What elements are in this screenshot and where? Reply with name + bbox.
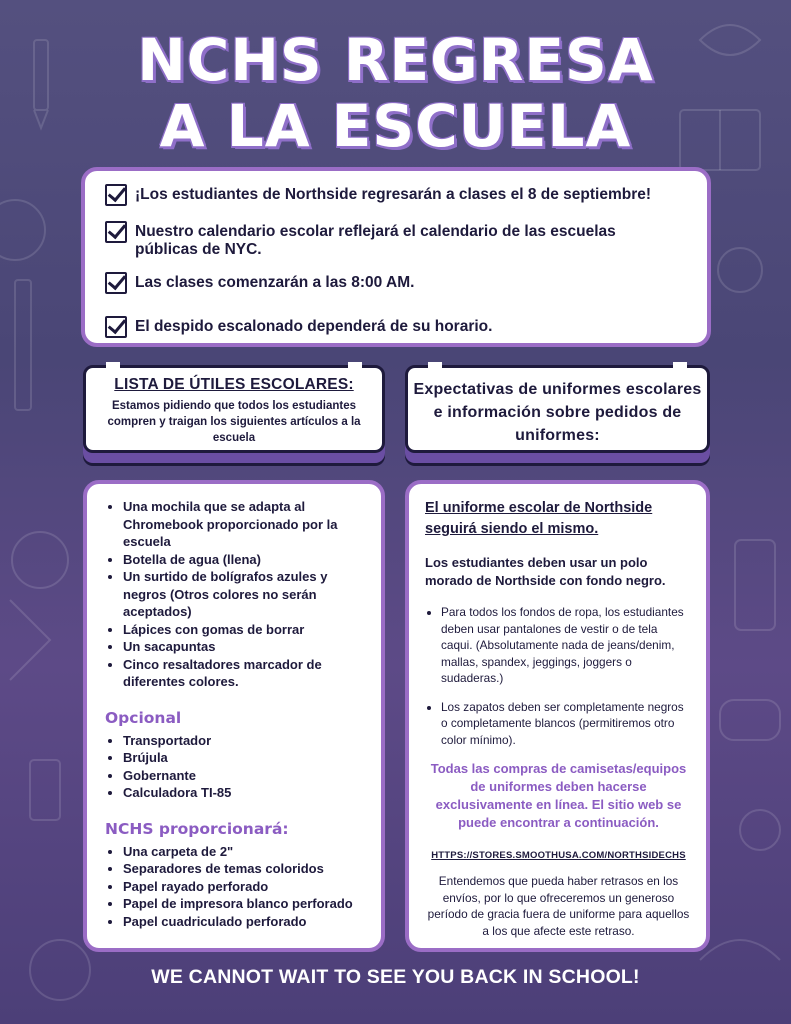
list-item: • Una mochila que se adapta al Chromebook proporcionado por la escuela [123,498,367,551]
uniform-card [405,480,710,952]
announcement-text: Las clases comenzarán a las 8:00 AM. [135,274,415,291]
announcement-item [105,271,414,294]
announcement-item [105,183,651,206]
tab-notch [348,362,362,368]
list-item: • Un surtido de bolígrafos azules y negros (Otros colores no serán aceptados) [123,568,367,621]
checkbox-checked-icon [105,221,127,243]
supplies-list [105,498,367,691]
list-item: • Lápices con gomas de borrar [123,621,367,639]
list-item: • Separadores de temas coloridos [123,860,367,878]
tab-notch [673,362,687,368]
checkbox-checked-icon [105,316,127,338]
uniform-intro: Los estudiantes deben usar un polo morado de Northside con fondo negro. [425,555,666,588]
list-item: • Cinco resaltadores marcador de diferentes colores. [123,656,367,691]
tab-notch [106,362,120,368]
checkbox-checked-icon [105,184,127,206]
uniform-rules [425,604,692,748]
page-title-line-2: A LA ESCUELA [159,92,632,160]
provided-heading: NCHS proporcionará: [105,819,289,838]
list-item: • Transportador [123,732,367,750]
announcement-item [105,315,492,338]
optional-heading: Opcional [105,708,182,727]
checkbox-checked-icon [105,272,127,294]
announcement-text: ¡Los estudiantes de Northside regresarán a clases el 8 de septiembre! [135,186,652,203]
uniform-heading: El uniforme escolar de Northside seguirá siendo el mismo. [425,500,653,537]
page-title-line-1: NCHS REGRESA [137,26,654,94]
provided-list [105,843,367,931]
announcement-text: Nuestro calendario escolar reflejará el calendario de las escuelas públicas de NYC. [135,223,616,258]
list-item: • Una carpeta de 2" [123,843,367,861]
list-item: • Gobernante [123,767,367,785]
list-item: • Botella de agua (llena) [123,551,367,569]
list-item: • Calculadora TI-85 [123,784,367,802]
supplies-header [83,365,385,453]
uniform-title: Expectativas de uniformes escolares e información sobre pedidos de uniformes: [413,381,702,444]
supplies-subtitle: Estamos pidiendo que todos los estudiantes compren y traigan los siguientes artículos a la escuela [107,400,361,444]
announcement-item [105,220,665,259]
supplies-card [83,480,385,952]
footer-message: WE CANNOT WAIT TO SEE YOU BACK IN SCHOOL! [151,966,640,988]
announcement-text: El despido escalonado dependerá de su horario. [135,318,493,335]
tab-notch [428,362,442,368]
announcements-card [81,167,711,347]
supplies-title: LISTA DE ÚTILES ESCOLARES: [114,376,354,393]
uniform-header [405,365,710,453]
shipping-note: Entendemos que pueda haber retrasos en los envíos, por lo que ofreceremos un generoso período de gracia fuera de uniforme para aquellos a los que afecte este retraso. [427,874,690,938]
list-item: • Papel de impresora blanco perforado [123,895,367,913]
list-item: • Los zapatos deben ser completamente negros o completamente blancos (permitiremos otro color mínimo). [441,699,692,749]
purchase-note: Todas las compras de camisetas/equipos de uniformes deben hacerse exclusivamente en línea. El sitio web se puede encontrar a continuación. [430,761,687,830]
optional-list [105,732,367,802]
list-item: • Para todos los fondos de ropa, los estudiantes deben usar pantalones de vestir o de tela caqui. (Absolutamente nada de jeans/denim, mallas, spandex, jeggings, joggers o sudaderas.) [441,604,692,687]
list-item: • Papel cuadriculado perforado [123,913,367,931]
list-item: • Papel rayado perforado [123,878,367,896]
store-link[interactable]: HTTPS://STORES.SMOOTHUSA.COM/NORTHSIDECHS [431,850,686,861]
list-item: • Un sacapuntas [123,638,367,656]
list-item: • Brújula [123,749,367,767]
